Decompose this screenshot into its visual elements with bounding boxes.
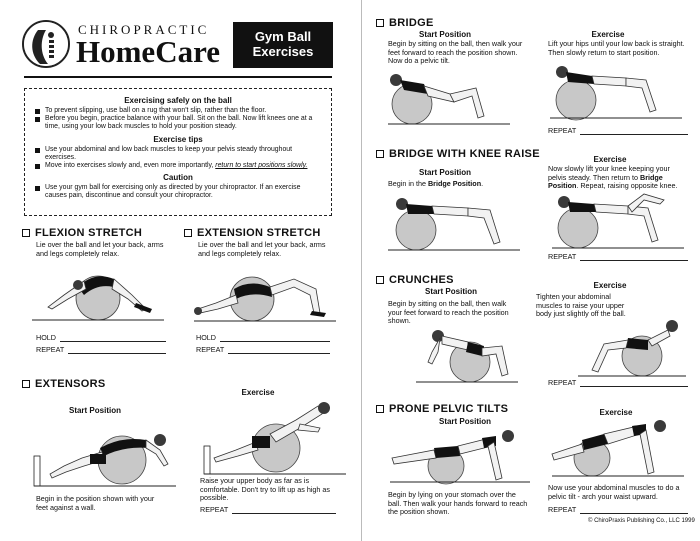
crunches-exercise-desc: Tighten your abdominal muscles to raise your upper body just slightly off the ball.	[536, 292, 626, 319]
repeat-line	[580, 380, 688, 387]
bridge-knee-start-illustration	[384, 192, 524, 254]
bridge-exercise-desc: Lift your hips until your low back is straight. Then slowly return to start position.	[548, 39, 685, 57]
bridge-heading	[376, 17, 434, 29]
extensors-exercise-label: Exercise	[241, 388, 275, 397]
checkbox-icon	[376, 150, 384, 158]
bk-ex-bold: Bridge Position	[548, 172, 663, 191]
prone-title: PRONE PELVIC TILTS	[389, 403, 509, 415]
page-divider	[361, 0, 362, 541]
bridge-knee-start-desc	[388, 180, 528, 189]
tips-heading: Exercise tips	[153, 134, 203, 144]
prone-exercise-desc: Now use your abdominal muscles to do a pelvic tilt - arch your waist upward.	[548, 483, 680, 501]
spine-logo-icon	[24, 22, 70, 68]
repeat-line	[68, 347, 166, 354]
extensors-title: EXTENSORS	[35, 378, 106, 390]
flexion-repeat	[36, 345, 166, 354]
bk-start-bold: Bridge Position	[427, 179, 482, 188]
crunches-start-label: Start Position	[424, 287, 477, 296]
extensors-exercise-illustration	[200, 398, 350, 478]
repeat-label: REPEAT	[196, 345, 225, 354]
bridge-start-illustration	[384, 66, 514, 130]
flexion-heading	[22, 227, 142, 239]
hold-label: HOLD	[196, 333, 216, 342]
brand-main: HomeCare	[76, 34, 221, 69]
bridge-knee-repeat	[548, 252, 688, 261]
bridge-repeat	[548, 126, 688, 135]
hold-line	[220, 335, 330, 342]
bridge-knee-exercise-illustration	[548, 190, 688, 252]
bridge-title: BRIDGE	[389, 17, 434, 29]
tips-emphasis: return to start positions slowly.	[215, 162, 308, 170]
extension-title: EXTENSION STRETCH	[197, 227, 321, 239]
bridge-start-label: Start Position	[418, 30, 471, 39]
safety-box	[24, 88, 332, 216]
brand-top: CHIROPRACTIC	[78, 22, 210, 37]
extension-desc: Lie over the ball and let your back, arms and legs completely relax.	[198, 240, 326, 258]
hold-label: HOLD	[36, 333, 56, 342]
extensors-start-label: Start Position	[68, 406, 121, 415]
repeat-label: REPEAT	[548, 378, 577, 387]
extension-repeat	[196, 345, 330, 354]
caution-item: Use your gym ball for exercising only as directed by your chiropractor. If an exercise causes pain, discontinue and consult your chiropractor.	[35, 184, 321, 200]
bk-ex-text: Now slowly lift your knee keeping your pelvis steady. Then return to	[548, 164, 670, 182]
flexion-desc: Lie over the ball and let your back, arms and legs completely relax.	[36, 240, 164, 258]
repeat-label: REPEAT	[548, 252, 577, 261]
flexion-title: FLEXION STRETCH	[35, 227, 143, 239]
tips-item: Use your abdominal and low back muscles to keep your pelvis steady throughout exercises.	[35, 146, 321, 162]
repeat-line	[580, 128, 688, 135]
prone-exercise-label: Exercise	[599, 408, 633, 417]
crunches-exercise-label: Exercise	[593, 281, 627, 290]
logo-mark	[22, 20, 70, 68]
bridge-exercise-label: Exercise	[591, 30, 625, 39]
extensors-heading	[22, 378, 106, 390]
checkbox-icon	[22, 229, 30, 237]
repeat-line	[228, 347, 330, 354]
repeat-label: REPEAT	[200, 505, 229, 514]
repeat-line	[580, 254, 688, 261]
bridge-start-desc: Begin by sitting on the ball, then walk your feet forward to reach the position shown. Now do a pelvic tilt.	[388, 39, 523, 66]
bk-start-end: .	[481, 179, 484, 188]
extension-hold	[196, 333, 330, 342]
bridge-knee-exercise-desc	[548, 165, 688, 191]
bridge-exercise-illustration	[546, 60, 686, 124]
crunches-repeat	[548, 378, 688, 387]
extensors-start-illustration	[30, 418, 180, 490]
repeat-line	[232, 507, 336, 514]
checkbox-icon	[376, 405, 384, 413]
title-badge	[233, 22, 333, 68]
crunches-heading	[376, 274, 454, 286]
prone-start-label: Start Position	[438, 417, 491, 426]
header-rule	[24, 76, 332, 78]
bridge-knee-title: BRIDGE WITH KNEE RAISE	[389, 148, 540, 160]
crunches-start-desc: Begin by sitting on the ball, then walk your feet forward to reach the position shown.	[388, 299, 509, 326]
extension-illustration	[190, 265, 340, 325]
repeat-label: REPEAT	[36, 345, 65, 354]
hold-line	[60, 335, 166, 342]
title-line-2: Exercises	[252, 44, 314, 59]
caution-heading: Caution	[163, 173, 193, 183]
checkbox-icon	[376, 276, 384, 284]
bk-ex-end: . Repeat, raising opposite knee.	[576, 181, 678, 191]
bridge-knee-start-label: Start Position	[418, 168, 471, 177]
prone-exercise-illustration	[548, 416, 688, 480]
prone-repeat	[548, 505, 688, 514]
tips-text: Move into exercises slowly and, even more importantly,	[45, 162, 216, 170]
checkbox-icon	[376, 19, 384, 27]
prone-start-desc: Begin by lying on your stomach over the ball. Then walk your hands forward to reach the position shown.	[388, 490, 528, 517]
extensors-repeat	[200, 505, 336, 514]
repeat-label: REPEAT	[548, 505, 577, 514]
extensors-exercise-desc: Raise your upper body as far as is comfortable. Don't try to lift up as high as possible.	[200, 476, 331, 503]
extension-heading	[184, 227, 321, 239]
bridge-knee-exercise-label: Exercise	[593, 155, 627, 164]
safety-heading: Exercising safely on the ball	[124, 96, 232, 105]
bk-start-text: Begin in the	[388, 179, 428, 188]
safety-item: To prevent slipping, use ball on a rug that won't slip, rather than the floor.	[35, 107, 321, 115]
crunches-exercise-illustration	[574, 316, 690, 380]
checkbox-icon	[184, 229, 192, 237]
repeat-label: REPEAT	[548, 126, 577, 135]
checkbox-icon	[22, 380, 30, 388]
prone-heading	[376, 403, 508, 415]
copyright: © ChiroPraxis Publishing Co., LLC 1999	[588, 518, 695, 524]
safety-item: Before you begin, practice balance with your ball. Sit on the ball. Now lift knees one at a time, using your low back muscles to hold your position steady.	[35, 115, 321, 131]
crunches-start-illustration	[412, 322, 522, 386]
flexion-hold	[36, 333, 166, 342]
tips-item	[35, 162, 321, 170]
prone-start-illustration	[386, 424, 534, 486]
repeat-line	[580, 507, 688, 514]
crunches-title: CRUNCHES	[389, 274, 454, 286]
bridge-knee-heading	[376, 148, 540, 160]
flexion-illustration	[28, 265, 168, 323]
extensors-start-desc: Begin in the position shown with your feet against a wall.	[36, 494, 155, 512]
title-line-1: Gym Ball	[254, 29, 312, 44]
